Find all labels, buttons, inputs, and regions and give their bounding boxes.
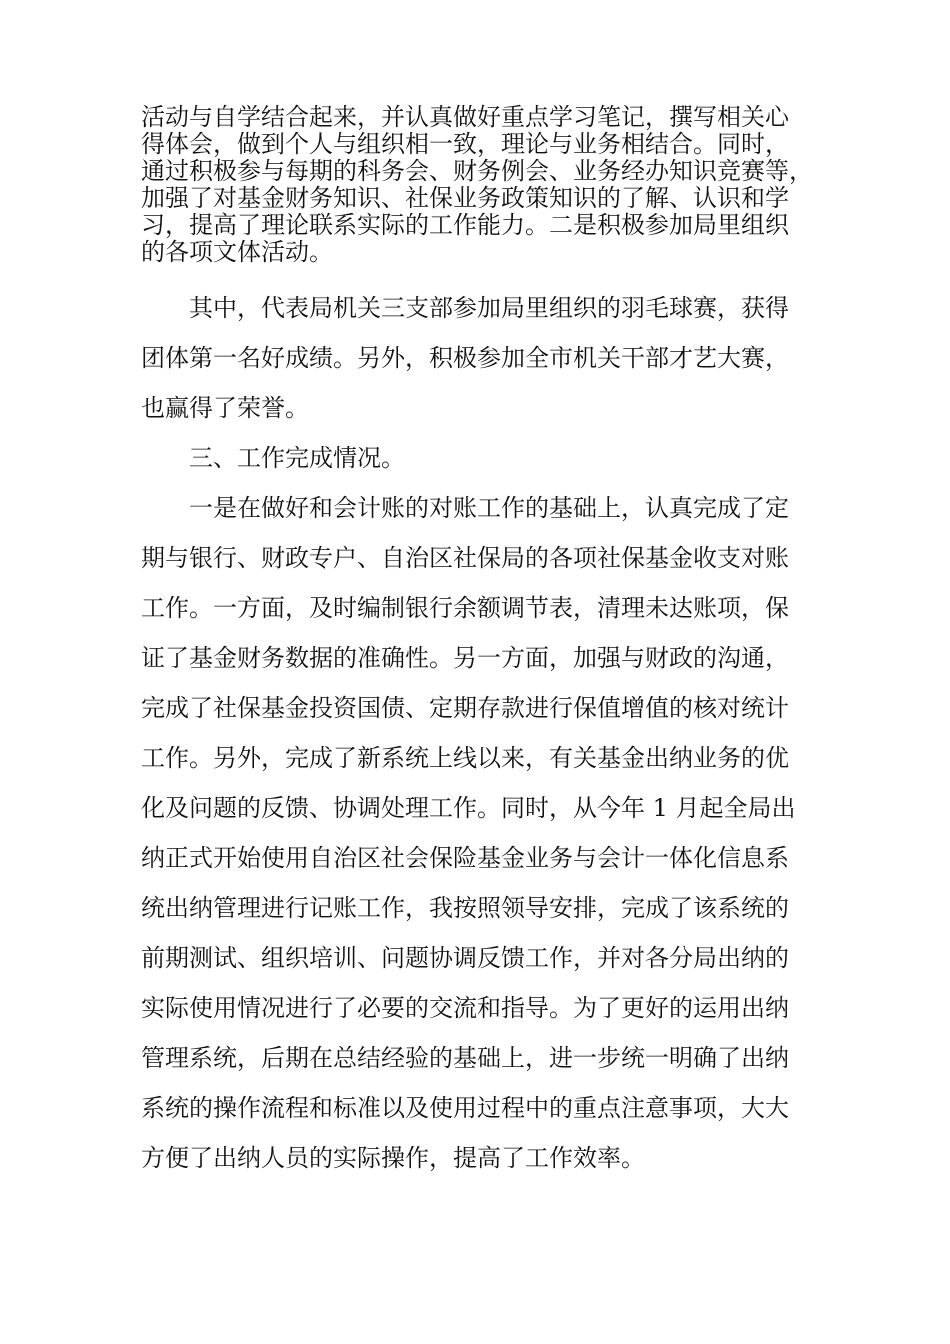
text-line: 前期测试、组织培训、问题协调反馈工作，并对各分局出纳的 <box>141 944 789 972</box>
text-line: 系统的操作流程和标准以及使用过程中的重点注意事项，大大 <box>141 1094 789 1122</box>
text-line: 方便了出纳人员的实际操作，提高了工作效率。 <box>141 1144 645 1172</box>
paragraph-study-activities <box>141 104 831 266</box>
text-line: 活动与自学结合起来，并认真做好重点学习笔记，撰写相关心 <box>141 104 789 131</box>
text-line: 管理系统，后期在总结经验的基础上，进一步统一明确了出纳 <box>141 1044 789 1072</box>
text-line: 证了基金财务数据的准确性。另一方面，加强与财政的沟通， <box>141 644 789 672</box>
section-heading-work-completion <box>141 433 831 483</box>
paragraph-badminton-award <box>141 283 831 433</box>
text-line: 实际使用情况进行了必要的交流和指导。为了更好的运用出纳 <box>141 994 789 1022</box>
text-line: 工作。另外，完成了新系统上线以来，有关基金出纳业务的优 <box>141 744 789 772</box>
text-line: 期与银行、财政专户、自治区社保局的各项社保基金收支对账 <box>141 544 789 572</box>
heading-text: 三、工作完成情况。 <box>189 444 405 472</box>
text-line: 也赢得了荣誉。 <box>141 394 309 422</box>
text-line: 得体会，做到个人与组织相一致，理论与业务相结合。同时， <box>141 131 789 158</box>
text-line: 一是在做好和会计账的对账工作的基础上，认真完成了定 <box>189 494 789 522</box>
text-line: 化及问题的反馈、协调处理工作。同时，从今年 1 月起全局出 <box>141 794 796 822</box>
text-line: 的各项文体活动。 <box>141 239 333 266</box>
text-line: 其中，代表局机关三支部参加局里组织的羽毛球赛，获得 <box>189 294 789 322</box>
text-line: 通过积极参与每期的科务会、财务例会、业务经办知识竞赛等， <box>141 158 813 185</box>
text-line: 习，提高了理论联系实际的工作能力。二是积极参加局里组织 <box>141 212 789 239</box>
text-line: 纳正式开始使用自治区社会保险基金业务与会计一体化信息系 <box>141 844 789 872</box>
text-line: 统出纳管理进行记账工作，我按照领导安排，完成了该系统的 <box>141 894 789 922</box>
text-line: 加强了对基金财务知识、社保业务政策知识的了解、认识和学 <box>141 185 789 212</box>
text-line: 团体第一名好成绩。另外，积极参加全市机关干部才艺大赛， <box>141 344 789 372</box>
paragraph-reconciliation-work <box>141 483 831 1183</box>
text-line: 工作。一方面，及时编制银行余额调节表，清理未达账项，保 <box>141 594 789 622</box>
text-line: 完成了社保基金投资国债、定期存款进行保值增值的核对统计 <box>141 694 789 722</box>
